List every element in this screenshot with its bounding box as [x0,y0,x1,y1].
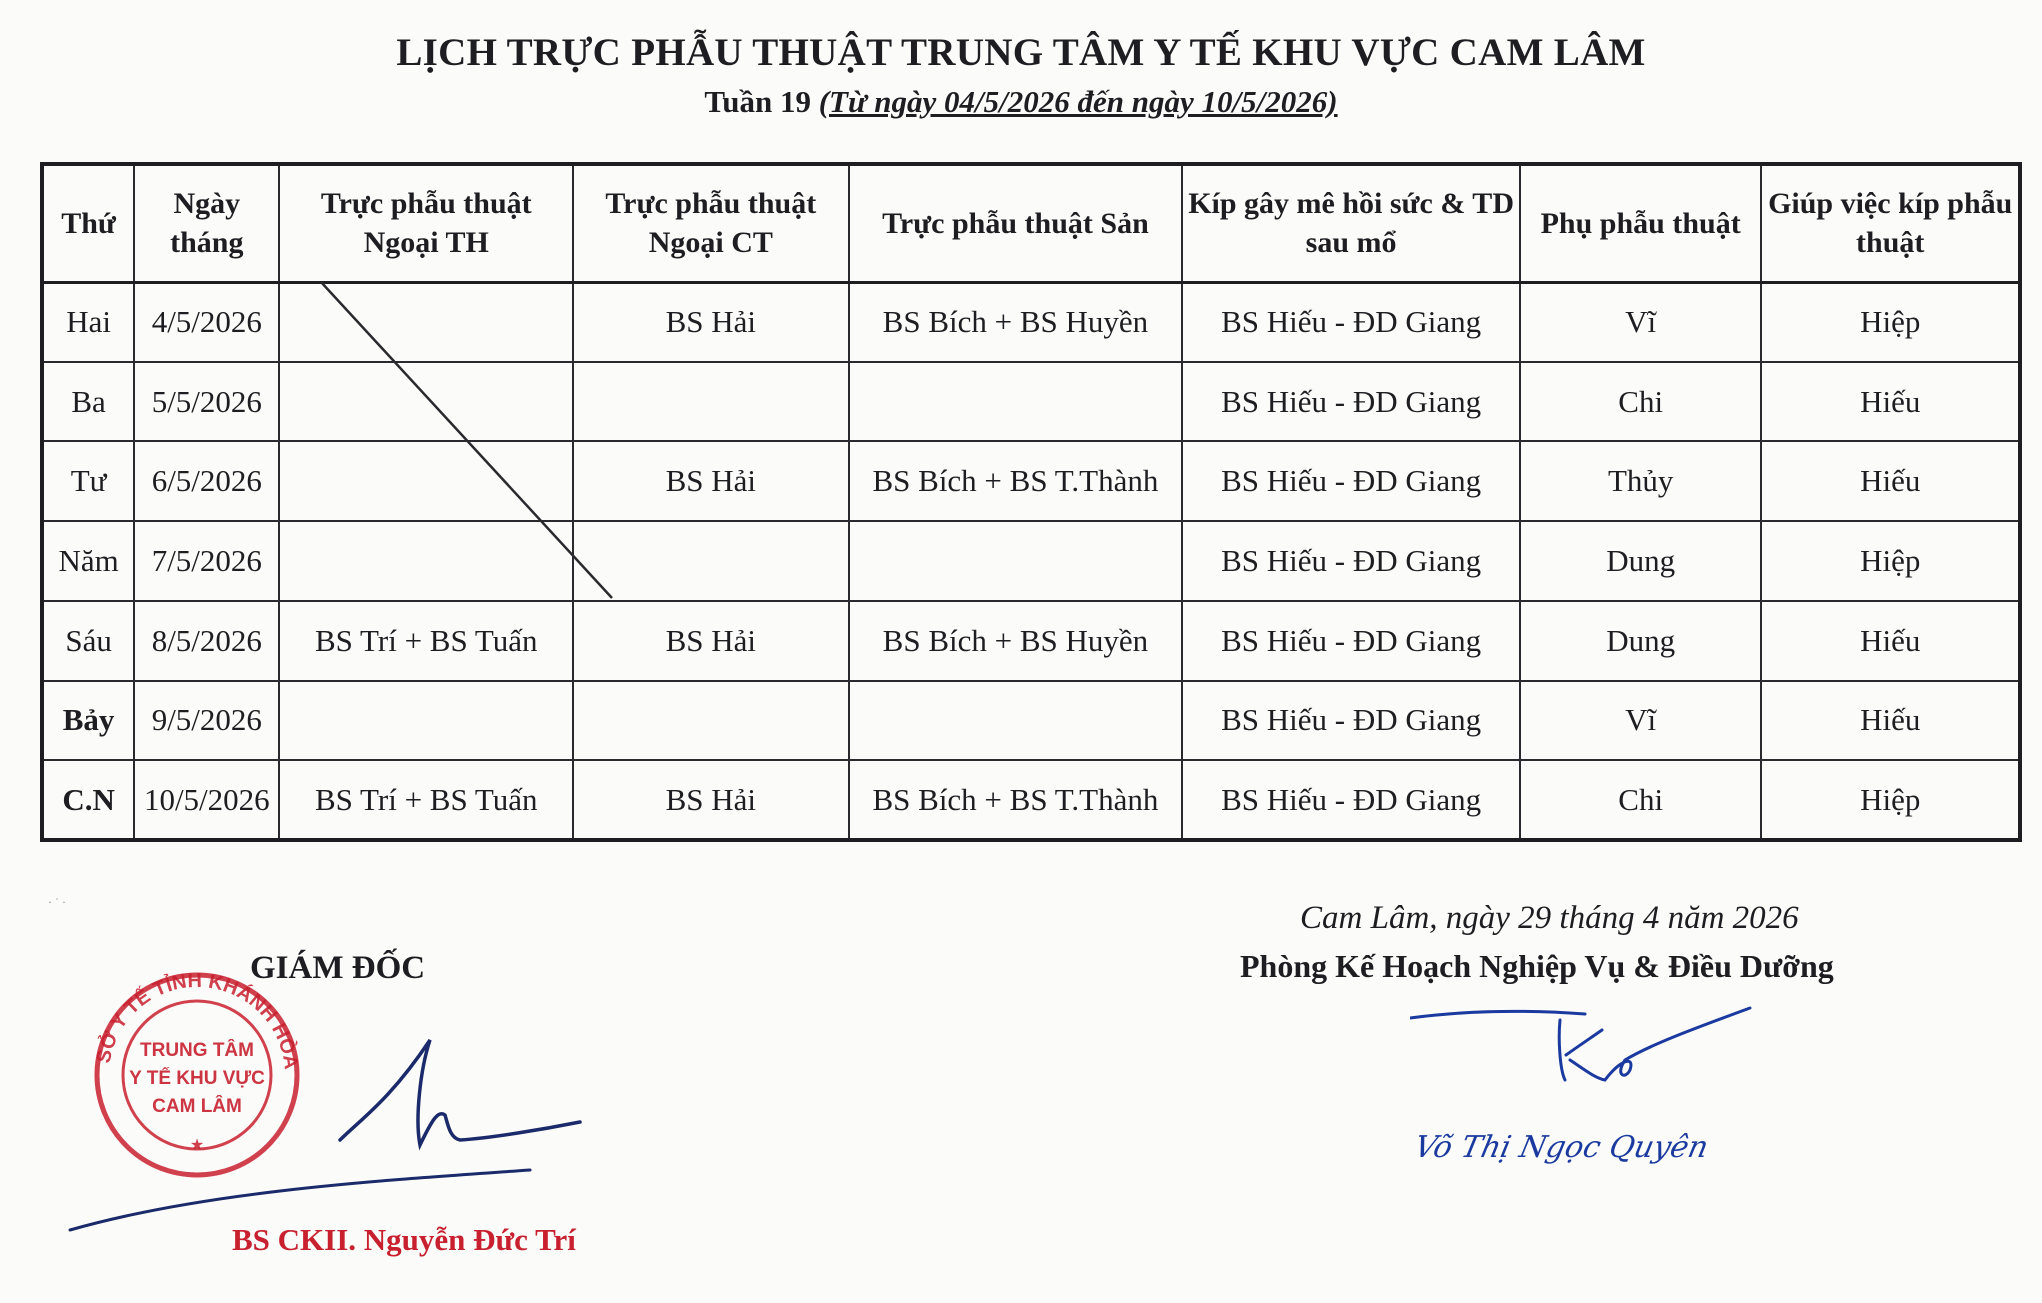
date-range: (Từ ngày 04/5/2026 đến ngày 10/5/2026) [818,84,1338,119]
document-subtitle [0,84,2042,120]
date-cell: 7/5/2026 [134,521,279,601]
day-cell: Hai [42,282,134,362]
day-cell: Bảy [42,681,134,761]
schedule-cell: Hiệp [1761,760,2020,840]
table-row [42,760,2020,840]
svg-text:★: ★ [189,1137,205,1154]
date-cell: 9/5/2026 [134,681,279,761]
schedule-cell: Vĩ [1520,681,1761,761]
column-header: Ngày tháng [134,164,279,282]
schedule-cell: BS Hiếu - ĐD Giang [1182,362,1520,442]
schedule-cell: Vĩ [1520,282,1761,362]
director-name: BS CKII. Nguyễn Đức Trí [232,1222,576,1257]
schedule-cell: BS Hải [573,282,849,362]
column-header: Thứ [42,164,134,282]
schedule-cell [849,681,1183,761]
document-title: LỊCH TRỰC PHẪU THUẬT TRUNG TÂM Y TẾ KHU VỰC CAM LÂM [396,31,1646,74]
column-header: Trực phẫu thuật Sản [849,164,1183,282]
schedule-cell: Dung [1520,521,1761,601]
schedule-cell: BS Hiếu - ĐD Giang [1182,681,1520,761]
schedule-cell [279,681,573,761]
schedule-cell: Chi [1520,760,1761,840]
column-header: Trực phẫu thuật Ngoại CT [573,164,849,282]
schedule-cell: Dung [1520,601,1761,681]
seal-line-1: TRUNG TÂM [140,1040,254,1061]
seal-outer-text: SỞ Y TẾ TỈNH KHÁNH HÒA [92,969,302,1071]
seal-line-2: Y TẾ KHU VỰC [129,1068,265,1089]
day-cell: C.N [42,760,134,840]
schedule-cell: Hiếu [1761,601,2020,681]
date-cell: 6/5/2026 [134,441,279,521]
column-header: Kíp gây mê hồi sức & TD sau mổ [1182,164,1520,282]
column-header: Phụ phẫu thuật [1520,164,1761,282]
table-row [42,681,2020,761]
date-cell: 10/5/2026 [134,760,279,840]
schedule-cell: Thủy [1520,441,1761,521]
schedule-cell: Hiếu [1761,681,2020,761]
date-cell: 5/5/2026 [134,362,279,442]
department-name: Phòng Kế Hoạch Nghiệp Vụ & Điều Dưỡng [1240,948,1834,984]
day-cell: Tư [42,441,134,521]
director-role: GIÁM ĐỐC [250,950,426,986]
day-cell: Năm [42,521,134,601]
schedule-cell: Chi [1520,362,1761,442]
seal-line-3: CAM LÂM [152,1096,242,1117]
schedule-cell: BS Bích + BS T.Thành [849,441,1183,521]
scan-speck: · ˙ · [48,895,66,909]
schedule-cell: BS Bích + BS Huyền [849,282,1183,362]
schedule-cell: BS Trí + BS Tuấn [279,601,573,681]
diagonal-strike-line [0,282,2042,602]
column-header: Trực phẫu thuật Ngoại TH [279,164,573,282]
schedule-cell: BS Hải [573,601,849,681]
week-label: Tuần 19 [704,84,811,119]
day-cell: Sáu [42,601,134,681]
table-header-row [42,164,2020,282]
schedule-cell: BS Hiếu - ĐD Giang [1182,760,1520,840]
schedule-cell: BS Bích + BS T.Thành [849,760,1183,840]
day-cell: Ba [42,362,134,442]
department-head-name: Võ Thị Ngọc Quyên [1411,1130,1712,1165]
schedule-cell: Hiệp [1761,521,2020,601]
schedule-cell: Hiếu [1761,441,2020,521]
schedule-cell: BS Hiếu - ĐD Giang [1182,601,1520,681]
schedule-cell: BS Trí + BS Tuấn [279,760,573,840]
schedule-cell: BS Hải [573,760,849,840]
schedule-cell: Hiệp [1761,282,2020,362]
date-cell: 4/5/2026 [134,282,279,362]
schedule-cell [573,681,849,761]
place-and-date: Cam Lâm, ngày 29 tháng 4 năm 2026 [1300,900,1799,936]
director-signature [60,1030,620,1240]
schedule-cell: BS Hiếu - ĐD Giang [1182,441,1520,521]
schedule-cell: Hiếu [1761,362,2020,442]
schedule-cell: BS Hiếu - ĐD Giang [1182,282,1520,362]
schedule-cell: BS Hải [573,441,849,521]
table-row [42,601,2020,681]
schedule-cell: BS Bích + BS Huyền [849,601,1183,681]
date-cell: 8/5/2026 [134,601,279,681]
column-header: Giúp việc kíp phẫu thuật [1761,164,2020,282]
department-signature [1410,1000,1770,1130]
schedule-cell: BS Hiếu - ĐD Giang [1182,521,1520,601]
